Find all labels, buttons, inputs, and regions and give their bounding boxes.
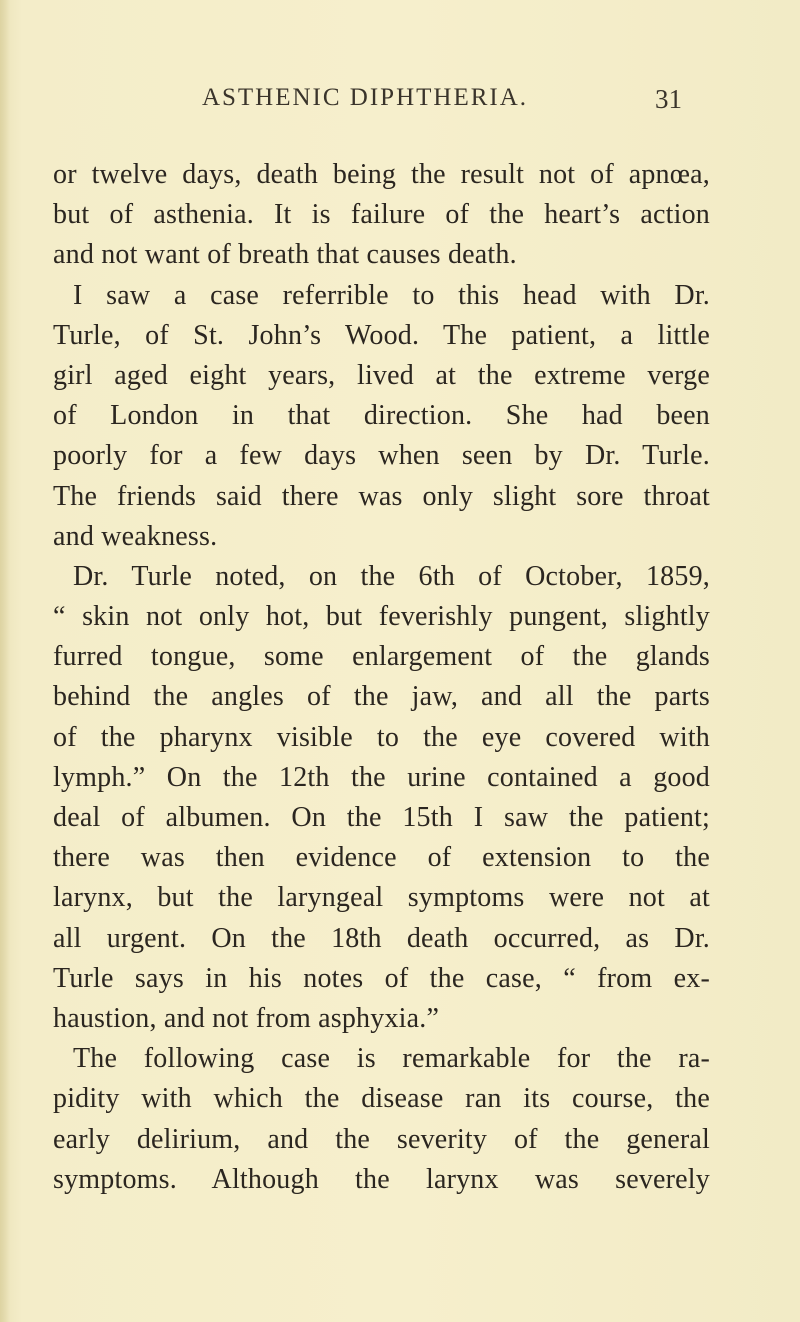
text-line: furred tongue, some enlargement of the glands xyxy=(53,641,710,673)
text-line: Dr. Turle noted, on the 6th of October, 1859, xyxy=(73,560,710,592)
text-line: “ skin not only hot, but feverishly pungent, slightly xyxy=(53,601,710,633)
page-number: 31 xyxy=(655,84,682,114)
text-line: poorly for a few days when seen by Dr. Turle. xyxy=(53,440,710,472)
text-line: Turle, of St. John’s Wood. The patient, a little xyxy=(53,319,710,351)
body-text xyxy=(53,155,710,1200)
text-line: early delirium, and the severity of the general xyxy=(53,1123,710,1155)
text-line: behind the angles of the jaw, and all the parts xyxy=(53,681,710,713)
running-title: ASTHENIC DIPHTHERIA. xyxy=(201,84,529,111)
text-line: lymph.” On the 12th the urine contained a good xyxy=(53,761,710,793)
text-line: The friends said there was only slight sore throat xyxy=(53,480,710,512)
text-line: but of asthenia. It is failure of the heart’s action xyxy=(53,199,710,231)
text-line: Turle says in his notes of the case, “ from ex- xyxy=(53,962,710,994)
text-line: of the pharynx visible to the eye covered with xyxy=(53,721,710,753)
page-gutter-shadow xyxy=(0,0,10,1322)
text-line: deal of albumen. On the 15th I saw the patient; xyxy=(53,802,710,833)
text-line: The following case is remarkable for the ra- xyxy=(73,1043,710,1075)
text-line: all urgent. On the 18th death occurred, as Dr. xyxy=(53,922,710,954)
text-line: I saw a case referrible to this head with Dr. xyxy=(73,279,710,311)
running-header xyxy=(0,84,800,124)
text-line: or twelve days, death being the result not of apnœa, xyxy=(53,159,710,190)
text-line: symptoms. Although the larynx was severely xyxy=(53,1163,710,1195)
text-line: and weakness. xyxy=(53,520,218,552)
text-line: of London in that direction. She had been xyxy=(53,400,710,432)
text-line: girl aged eight years, lived at the extreme verge xyxy=(53,359,710,391)
text-line: there was then evidence of extension to the xyxy=(53,842,710,874)
text-line: larynx, but the laryngeal symptoms were not at xyxy=(53,882,710,914)
text-line: pidity with which the disease ran its course, the xyxy=(53,1083,710,1115)
text-line: haustion, and not from asphyxia.” xyxy=(53,1002,440,1034)
text-line: and not want of breath that causes death. xyxy=(53,239,517,271)
